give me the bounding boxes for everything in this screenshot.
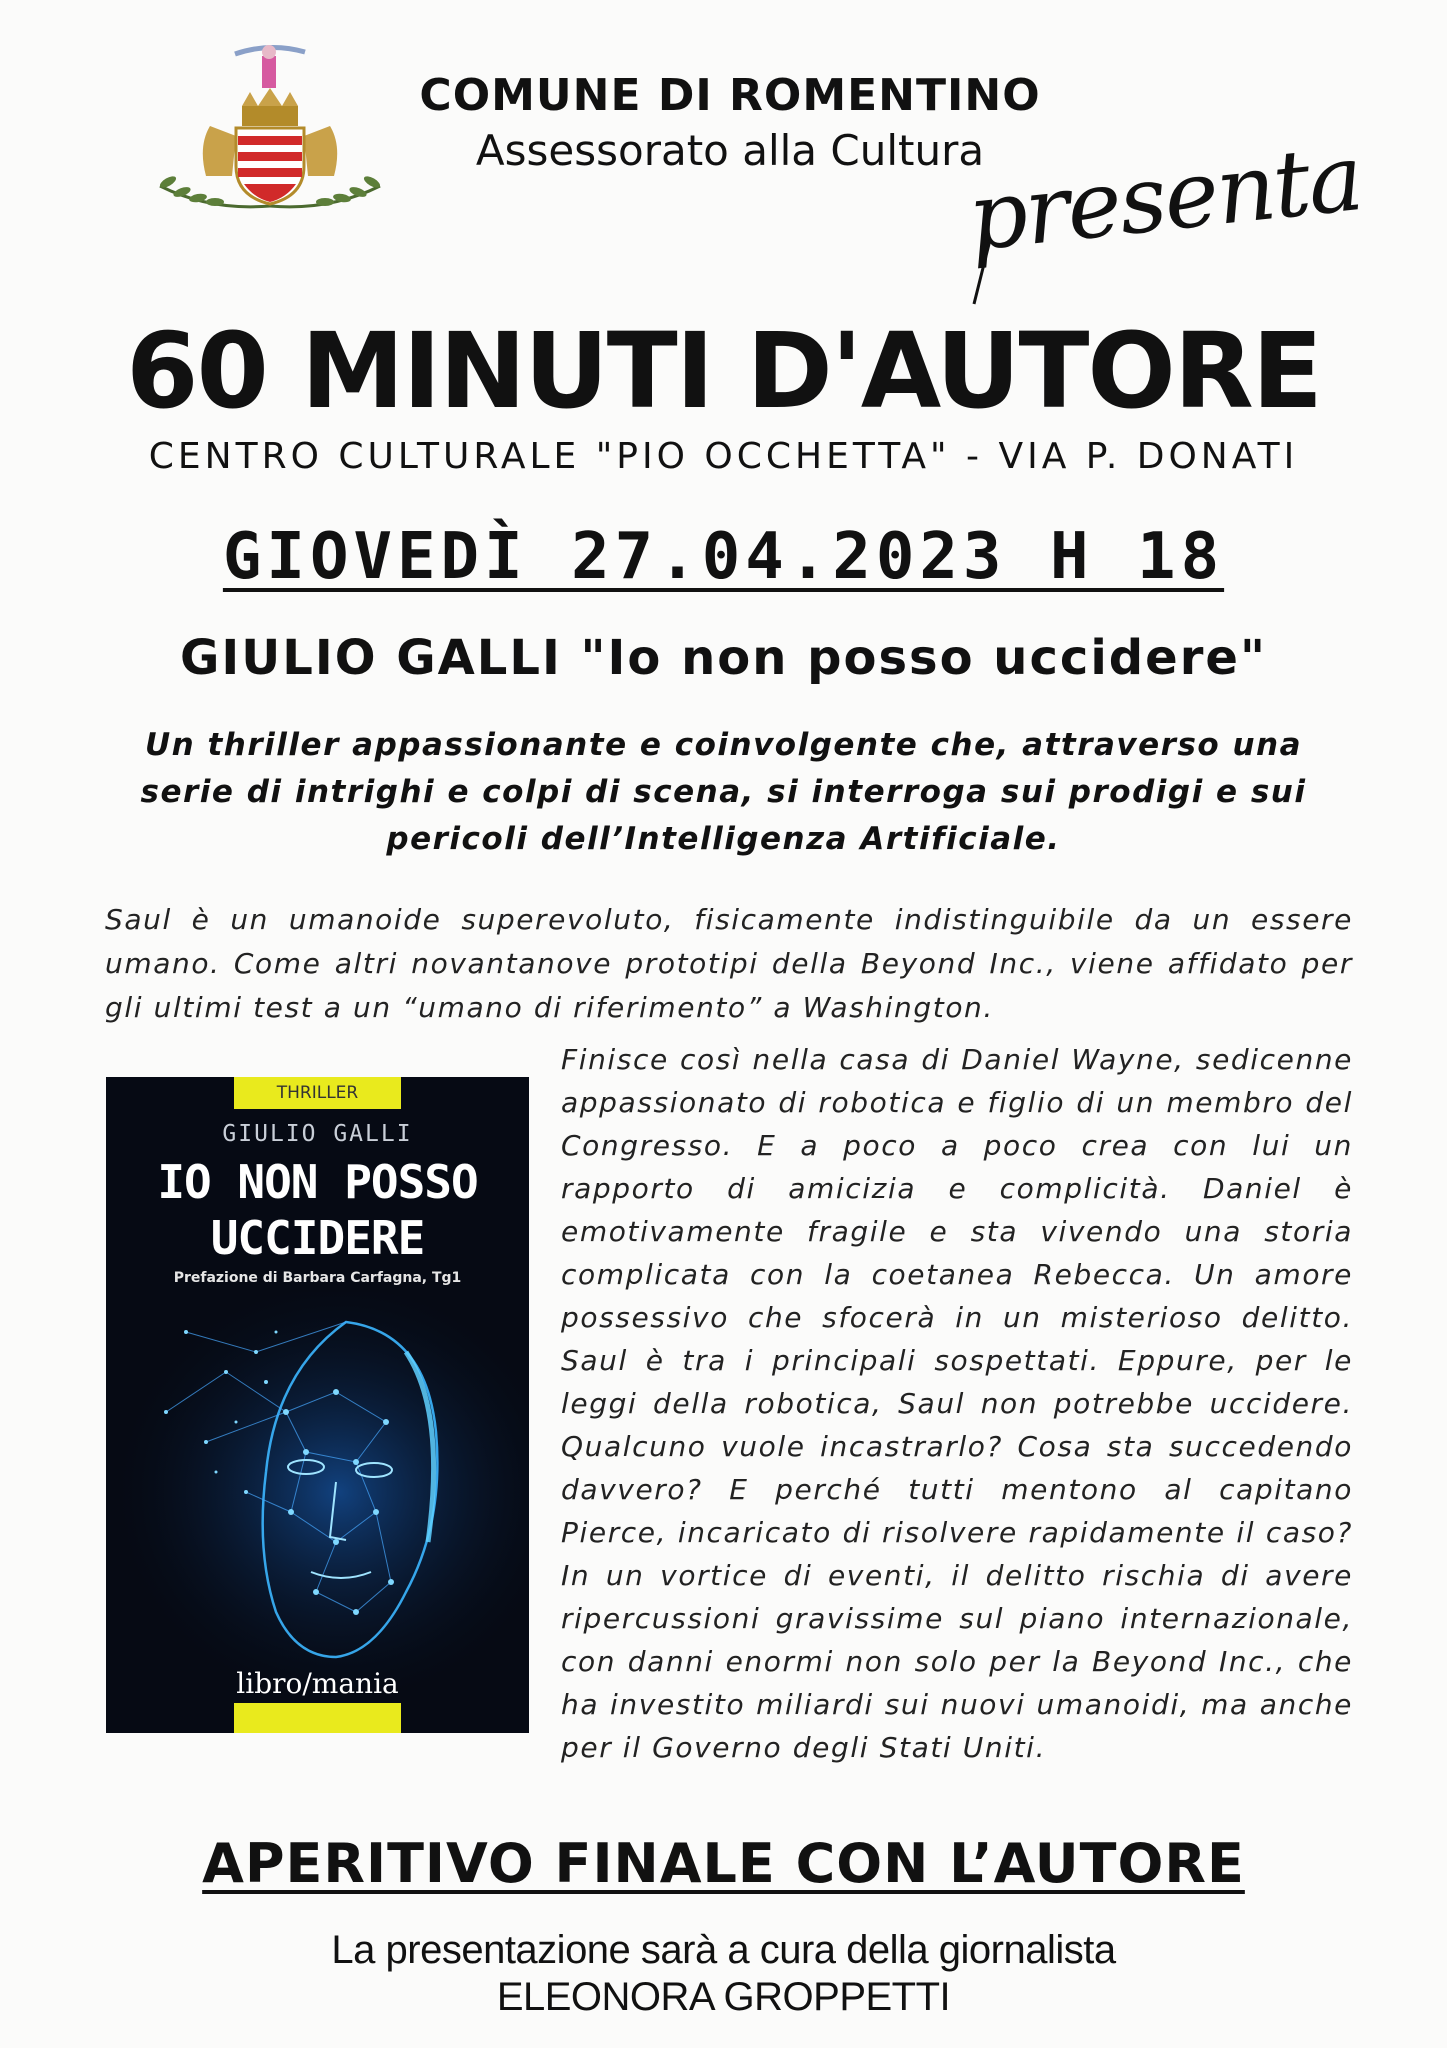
event-venue: CENTRO CULTURALE "PIO OCCHETTA" - VIA P. DONATI	[148, 436, 1299, 477]
synopsis-story: Finisce così nella casa di Daniel Wayne, sedicenne appassionato di robotica e figlio di un membro del Congresso. E a poco a poco crea con lui un rapporto di amicizia e complicità. Daniel è emotivamente fragile e sta vivendo una storia complicata con la coetanea Rebecca. Un amore possessivo che sfocerà in un misterioso delitto. Saul è tra i principali sospettati. Eppure, per le leggi della robotica, Saul non potrebbe uccidere. Qualcuno vuole incastrarlo? Cosa sta succedendo davvero? E perché tutti mentono al capitano Pierce, incaricato di risolvere rapidamente il caso? In un vortice di eventi, il delitto rischia di avere ripercussioni gravissime sul piano internazionale, con danni enormi non solo per la Beyond Inc., che ha investito miliardi sui nuovi umanoidi, ma anche per il Governo degli Stati Uniti.	[561, 1043, 1353, 1764]
cover-title-line1: IO NON POSSO	[157, 1155, 478, 1209]
book-cover	[106, 1077, 529, 1733]
cover-preface: Prefazione di Barbara Carfagna, Tg1	[173, 1270, 462, 1286]
cover-genre-label: THRILLER	[234, 1077, 401, 1109]
synopsis-intro: Saul è un umanoide superevoluto, fisicamente indistinguibile da un essere umano. Come altri novantanove prototipi della Beyond Inc., viene affidato per gli ultimi test a un “umano di riferimento” a Washington.	[105, 903, 1353, 1024]
presenter-name: ELEONORA GROPPETTI	[496, 1975, 951, 2019]
aperitivo-heading: APERITIVO FINALE CON L’AUTORE	[202, 1832, 1245, 1895]
assessorato-subheading: Assessorato alla Cultura	[475, 126, 985, 175]
cover-bottom-bar	[234, 1703, 401, 1733]
cover-author: GIULIO GALLI	[222, 1121, 413, 1147]
event-title: 60 MINUTI D'AUTORE	[126, 310, 1321, 432]
coat-of-arms-icon	[140, 36, 400, 222]
book-author-title: GIULIO GALLI "Io non posso uccidere"	[180, 630, 1267, 686]
cover-title-line2: UCCIDERE	[210, 1211, 425, 1265]
presenta-script	[960, 120, 1380, 310]
digital-face-icon	[106, 1292, 529, 1692]
event-date-wrap	[0, 520, 1447, 594]
book-tagline: Un thriller appassionante e coinvolgente che, attraverso una serie di intrighi e colpi di scena, si interroga sui prodigi e sui pericoli dell’Intelligenza Artificiale.	[140, 727, 1307, 857]
presenter-line: La presentazione sarà a cura della giornalista	[331, 1928, 1116, 1972]
event-date: GIOVEDÌ 27.04.2023 H 18	[222, 520, 1225, 594]
presenta-text: presenta	[963, 124, 1367, 272]
aperitivo-wrap	[0, 1832, 1447, 1895]
comune-heading: COMUNE DI ROMENTINO	[419, 70, 1041, 121]
cover-publisher: libro/mania	[236, 1667, 399, 1700]
